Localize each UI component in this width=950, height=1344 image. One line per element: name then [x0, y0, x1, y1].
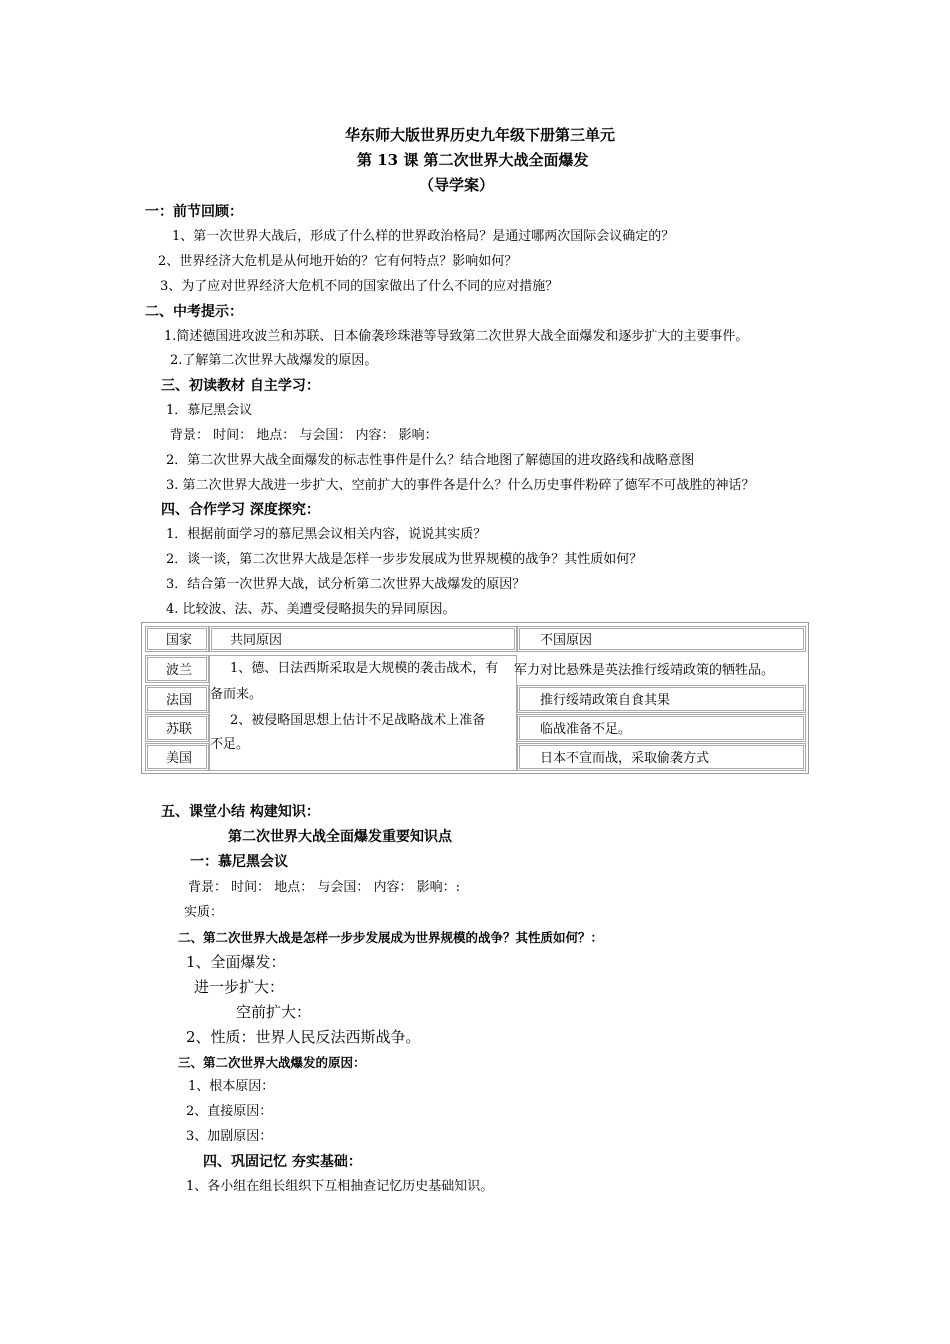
section2-item: 2.了解第二次世界大战爆发的原因。 — [170, 353, 378, 368]
section2-item: 1.简述德国进攻波兰和苏联、日本偷袭珍珠港等导致第二次世界大战全面爆发和逐步扩大的主要事件。 — [164, 329, 749, 344]
summary-part4-item: 1、各小组在组长组织下互相抽查记忆历史基础知识。 — [186, 1179, 494, 1194]
table-cell-common-reason — [209, 655, 517, 771]
country-label: 美国 — [166, 751, 193, 766]
summary-part3-heading: 三、第二次世界大战爆发的原因： — [178, 1055, 366, 1070]
table-cell-country — [145, 685, 209, 713]
summary-part1-line: 实质： — [184, 905, 224, 920]
table-cell-different-reason — [514, 655, 806, 683]
common-reason-text: 2、被侵略国思想上估计不足战略战术上准备 — [230, 713, 486, 728]
different-reason-text: 日本不宣而战，采取偷袭方式 — [540, 751, 710, 766]
lesson-title: 第 13 课 第二次世界大战全面爆发 — [357, 151, 589, 169]
different-reason-text: 军力对比悬殊是英法推行绥靖政策的牺牲品。 — [514, 663, 775, 678]
section1-heading: 一：前节回顾： — [145, 204, 243, 220]
section4-item: 3．结合第一次世界大战，试分析第二次世界大战爆发的原因？ — [166, 577, 526, 592]
section3-item: 1．慕尼黑会议 — [166, 403, 253, 418]
section4-heading: 四、合作学习 深度探究： — [161, 502, 320, 518]
section3-item: 3. 第二次世界大战进一步扩大、空前扩大的事件各是什么？什么历史事件粉碎了德军不可战胜的神话？ — [166, 478, 755, 493]
common-reason-text: 不足。 — [210, 737, 250, 752]
section3-item: 背景： 时间： 地点： 与会国： 内容： 影响： — [170, 428, 438, 443]
table-cell-country — [145, 743, 209, 771]
document-type: （导学案） — [419, 176, 495, 194]
section4-item: 2．谈一谈，第二次世界大战是怎样一步步发展成为世界规模的战争？其性质如何？ — [166, 552, 643, 567]
table-cell-country — [145, 655, 209, 683]
country-label: 法国 — [166, 693, 193, 708]
summary-part2-item: 2、性质：世界人民反法西斯战争。 — [186, 1028, 421, 1046]
different-reason-text: 临战准备不足。 — [540, 722, 632, 737]
common-reason-text: 备而来。 — [210, 687, 263, 702]
common-reason-text: 1、德、日法西斯采取是大规模的袭击战术，有 — [230, 661, 499, 676]
document-title: 华东师大版世界历史九年级下册第三单元 — [345, 126, 616, 144]
table-header-different: 不国原因 — [540, 633, 593, 648]
summary-part1-line: 背景： 时间： 地点： 与会国： 内容： 影响：: — [188, 880, 461, 895]
section1-item: 1、第一次世界大战后，形成了什么样的世界政治格局？是通过哪两次国际会议确定的？ — [172, 229, 675, 244]
section3-heading: 三、初读教材 自主学习： — [161, 378, 320, 394]
section2-heading: 二、中考提示： — [145, 304, 243, 320]
country-label: 波兰 — [166, 663, 193, 678]
section5-heading: 五、课堂小结 构建知识： — [161, 804, 320, 820]
summary-part4-heading: 四、巩固记忆 夯实基础： — [203, 1154, 362, 1170]
section3-item: 2．第二次世界大战全面爆发的标志性事件是什么？结合地图了解德国的进攻路线和战略意图 — [166, 453, 695, 468]
summary-part2-item: 1、全面爆发： — [186, 953, 286, 971]
table-cell-different-reason — [517, 743, 806, 771]
section1-item: 2、世界经济大危机是从何地开始的？它有何特点？影响如何？ — [158, 254, 518, 269]
table-cell-different-reason — [517, 714, 806, 742]
table-cell-country — [145, 714, 209, 742]
table-header-common: 共同原因 — [230, 633, 283, 648]
table-header-country: 国家 — [166, 633, 193, 648]
different-reason-text: 推行绥靖政策自食其果 — [540, 693, 671, 708]
summary-part1-heading: 一：慕尼黑会议 — [190, 854, 288, 870]
section1-item: 3、为了应对世界经济大危机不同的国家做出了什么不同的应对措施？ — [160, 279, 559, 294]
summary-part3-item: 1、根本原因： — [188, 1079, 275, 1094]
table-header-cell — [209, 626, 517, 652]
comparison-table — [141, 622, 809, 774]
table-cell-different-reason — [517, 685, 806, 713]
section4-item: 1．根据前面学习的慕尼黑会议相关内容，说说其实质？ — [166, 527, 487, 542]
country-label: 苏联 — [166, 722, 193, 737]
table-header-cell — [145, 626, 209, 652]
summary-part2-heading: 二、第二次世界大战是怎样一步步发展成为世界规模的战争？其性质如何？： — [178, 930, 604, 945]
summary-subtitle: 第二次世界大战全面爆发重要知识点 — [228, 829, 452, 845]
section4-item: 4. 比较波、法、苏、美遭受侵略损失的异同原因。 — [166, 602, 456, 617]
summary-part3-item: 3、加剧原因： — [186, 1129, 273, 1144]
summary-part2-item: 空前扩大： — [236, 1003, 312, 1021]
table-header-cell — [517, 626, 806, 652]
summary-part3-item: 2、直接原因： — [186, 1104, 273, 1119]
summary-part2-item: 进一步扩大： — [194, 978, 285, 996]
